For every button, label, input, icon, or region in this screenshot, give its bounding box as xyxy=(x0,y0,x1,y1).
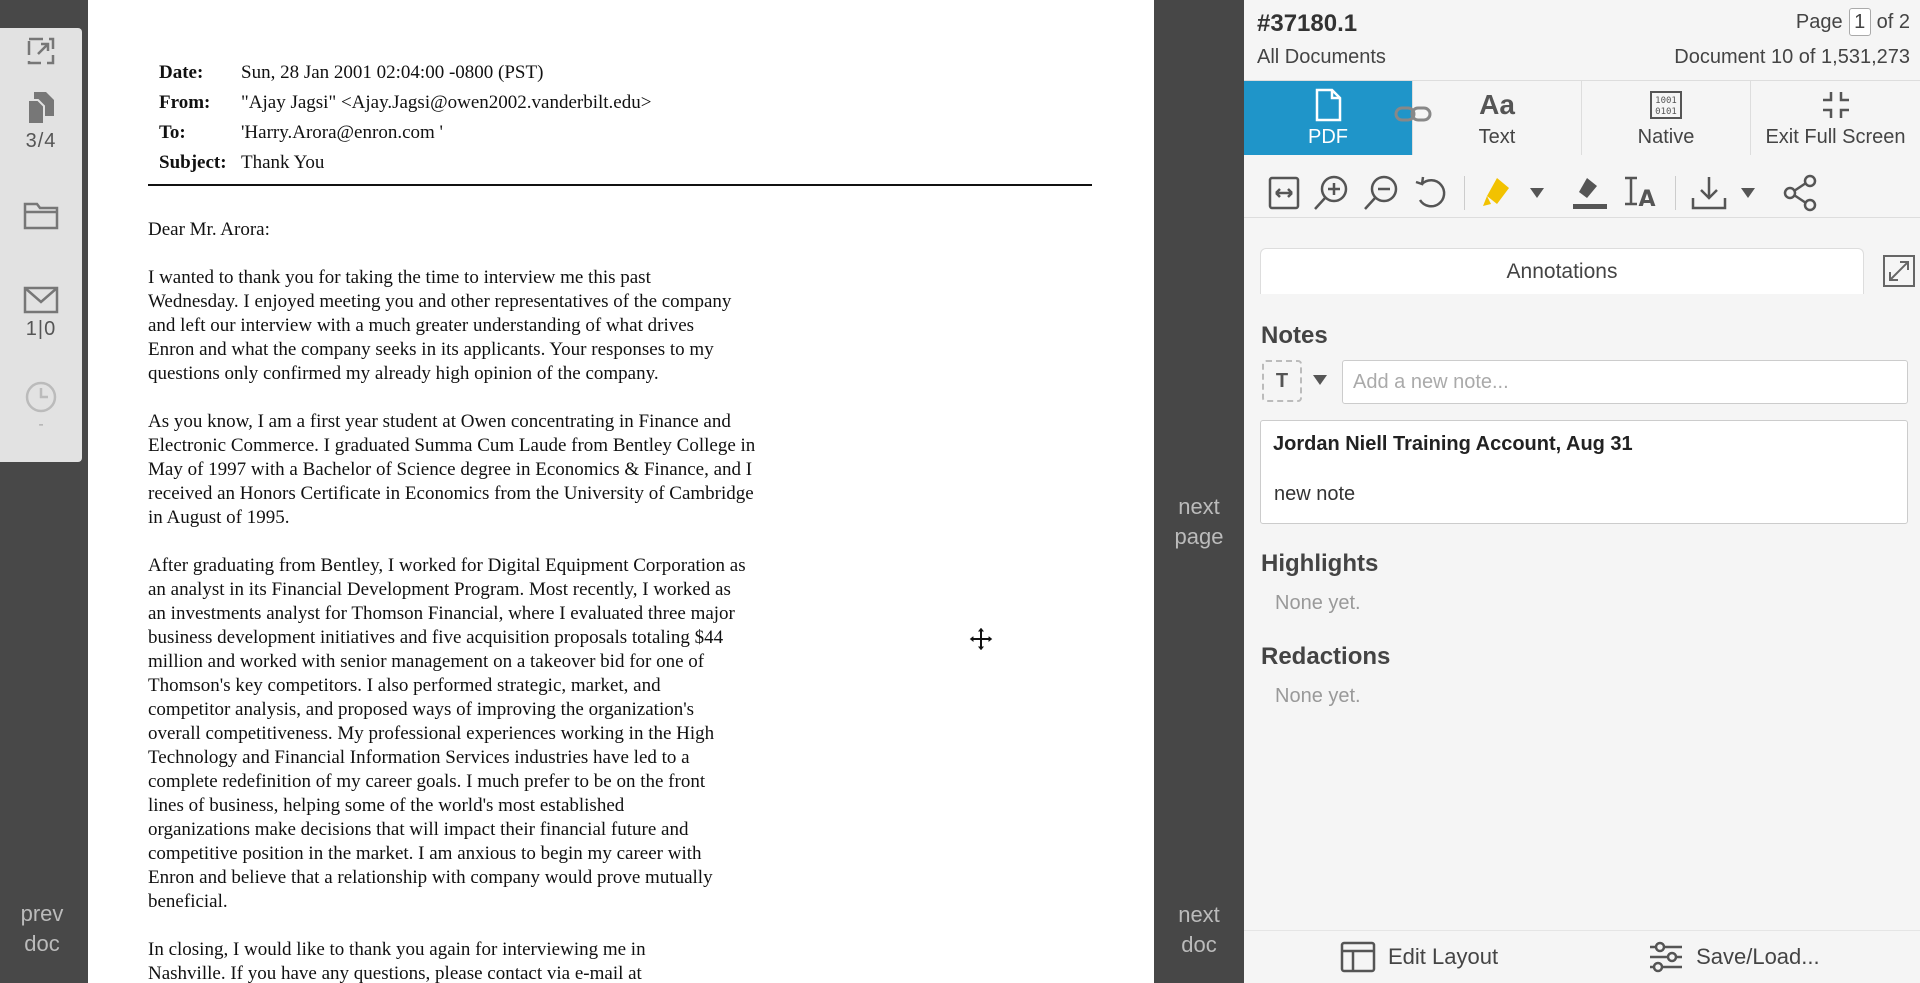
prev-doc-label-2: doc xyxy=(24,931,60,956)
link-icon[interactable] xyxy=(1394,100,1432,128)
expand-annotations-icon[interactable] xyxy=(1882,254,1916,288)
redactions-empty: None yet. xyxy=(1275,685,1361,707)
note-card[interactable] xyxy=(1260,420,1908,524)
toolbar-divider xyxy=(1675,176,1676,210)
highlights-title: Highlights xyxy=(1261,550,1379,577)
rotate-button[interactable] xyxy=(1412,171,1450,215)
body-paragraph: As you know, I am a first year student at Owen concentrating in Finance and Electronic Commerce. I graduated Summa Cum Laude from Bentley College in May of 1997 with a Bachelor of Science degree in Economics & Finance, and I received an Honors Certificate in Economics from the University of Cambridge in August of 1995. xyxy=(148,411,756,528)
header-label: To: xyxy=(159,122,186,143)
fit-width-icon xyxy=(1268,176,1300,210)
bottom-bar xyxy=(1244,930,1920,983)
header-label: Subject: xyxy=(159,152,227,173)
svg-text:0101: 0101 xyxy=(1655,107,1677,117)
tab-text[interactable] xyxy=(1413,81,1582,155)
history-count: - xyxy=(38,416,44,433)
prev-doc-label-1: prev xyxy=(20,901,64,926)
layout-icon xyxy=(1340,941,1376,973)
tab-native-label: Native xyxy=(1637,126,1695,148)
fit-width-button[interactable] xyxy=(1268,171,1300,215)
left-rail xyxy=(0,0,88,983)
next-doc-label-1: next xyxy=(1178,902,1220,927)
folder-icon xyxy=(23,200,59,230)
binary-icon xyxy=(1649,90,1683,120)
expand-panel-button[interactable] xyxy=(0,36,82,66)
highlighter-icon xyxy=(1479,174,1517,212)
chevron-down-icon xyxy=(1529,187,1545,199)
rotate-icon xyxy=(1412,174,1450,212)
save-load-button[interactable] xyxy=(1648,941,1820,973)
email-thread-button[interactable] xyxy=(0,286,82,341)
toolbar-divider xyxy=(1464,176,1465,210)
zoom-out-icon xyxy=(1362,174,1400,212)
chevron-down-icon xyxy=(1740,187,1756,199)
svg-text:1001: 1001 xyxy=(1655,96,1677,106)
email-count: 1|0 xyxy=(25,318,57,340)
document-set: All Documents xyxy=(1257,46,1386,68)
history-button[interactable] xyxy=(0,380,82,434)
document-viewer[interactable] xyxy=(88,0,1154,983)
highlight-button[interactable] xyxy=(1479,171,1517,215)
header-label: Date: xyxy=(159,62,204,83)
share-button[interactable] xyxy=(1782,171,1820,215)
header-date xyxy=(159,58,651,88)
body-paragraph: Dear Mr. Arora: xyxy=(148,219,270,240)
document-count: Document 10 of 1,531,273 xyxy=(1674,46,1910,68)
zoom-in-icon xyxy=(1312,174,1350,212)
page-prefix: Page xyxy=(1795,10,1843,33)
exit-fullscreen-icon xyxy=(1819,90,1853,120)
body-paragraph: I wanted to thank you for taking the time to interview me this past Wednesday. I enjoyed meeting you and other representatives of the company and left our interview with a much greater understanding of what drives Enron and what the company seeks in its applicants. Your responses to my questions only confirmed my already high opinion of the company. xyxy=(148,267,732,384)
header-to xyxy=(159,118,651,148)
notes-title: Notes xyxy=(1261,322,1328,349)
header-value: 'Harry.Arora@enron.com ' xyxy=(241,122,443,143)
body-paragraph: In closing, I would like to thank you again for interviewing me in Nashville. If you have any questions, please contact via e-mail at xyxy=(148,939,646,983)
exit-fullscreen-label: Exit Full Screen xyxy=(1765,126,1906,148)
header-from xyxy=(159,88,651,118)
next-doc-label-2: doc xyxy=(1181,932,1217,957)
note-author: Jordan Niell Training Account, Aug 31 xyxy=(1273,433,1633,455)
clock-icon xyxy=(24,380,58,414)
download-dropdown[interactable] xyxy=(1740,171,1756,215)
new-note-input[interactable] xyxy=(1342,360,1908,404)
page-gutter xyxy=(1154,0,1244,983)
download-icon xyxy=(1690,174,1728,212)
right-panel xyxy=(1244,0,1920,983)
copy-pages-icon xyxy=(24,90,58,126)
header-label: From: xyxy=(159,92,211,113)
pdf-icon xyxy=(1314,88,1342,122)
redactions-title: Redactions xyxy=(1261,643,1391,670)
save-load-label: Save/Load... xyxy=(1696,944,1820,969)
tab-annotations[interactable]: Annotations xyxy=(1260,248,1864,294)
page-number-input[interactable]: 1 xyxy=(1849,8,1871,36)
redact-button[interactable] xyxy=(1571,171,1609,215)
highlight-dropdown[interactable] xyxy=(1529,171,1545,215)
share-icon xyxy=(1782,174,1820,212)
exit-fullscreen-button[interactable] xyxy=(1751,81,1920,155)
download-button[interactable] xyxy=(1690,171,1728,215)
edit-layout-button[interactable] xyxy=(1340,941,1498,973)
pages-button[interactable] xyxy=(0,90,82,153)
header-subject xyxy=(159,148,651,178)
sliders-icon xyxy=(1648,941,1684,973)
next-page-label-1: next xyxy=(1178,494,1220,519)
redact-marker-icon xyxy=(1571,174,1609,212)
tab-pdf-label: PDF xyxy=(1308,126,1348,148)
move-cursor-icon xyxy=(968,626,994,652)
header-value: Sun, 28 Jan 2001 02:04:00 -0800 (PST) xyxy=(241,62,544,83)
view-tabs xyxy=(1244,80,1920,154)
tab-pdf[interactable] xyxy=(1244,81,1413,155)
body-paragraph: After graduating from Bentley, I worked for Digital Equipment Corporation as an analyst in its Financial Development Program. Most recently, I worked as an investments analyst for Thomson Financial, where I evaluated three major business development initiatives and five acquisition proposals totaling $44 million and worked with senior management on a takeover bid for one of Thomson's key competitors. I also performed strategic, market, and competitor analysis, and proposed ways of improving the organization's overall competitiveness. My professional experiences working in the High Technology and Financial Information Services industries have led to a complete redefinition of my career goals. I much prefer to be on the front lines of business, helping some of the world's most established organizations make decisions that will impact their financial future and competitive position in the market. I am anxious to begin my career with Enron and believe that a relationship with company would prove mutually beneficial. xyxy=(148,555,746,912)
header-divider xyxy=(148,184,1092,186)
text-size-button[interactable] xyxy=(1621,171,1661,215)
email-headers xyxy=(159,58,651,178)
envelope-icon xyxy=(23,286,59,314)
header-value: Thank You xyxy=(241,152,325,173)
email-body xyxy=(148,218,868,983)
tab-text-label: Text xyxy=(1478,126,1516,148)
pages-count: 3/4 xyxy=(25,130,57,152)
header-value: "Ajay Jagsi" <Ajay.Jagsi@owen2002.vanderbilt.edu> xyxy=(241,92,652,113)
edit-layout-label: Edit Layout xyxy=(1388,944,1499,969)
chevron-down-icon[interactable] xyxy=(1312,374,1328,386)
note-type-selector[interactable]: T xyxy=(1262,360,1302,402)
next-doc-link[interactable] xyxy=(1154,900,1244,960)
folder-button[interactable] xyxy=(0,200,82,230)
viewer-toolbar xyxy=(1244,168,1920,218)
page-indicator xyxy=(1796,8,1910,36)
zoom-in-button[interactable] xyxy=(1312,171,1350,215)
tab-native[interactable] xyxy=(1582,81,1751,155)
document-id: #37180.1 xyxy=(1257,10,1358,37)
next-page-label-2: page xyxy=(1174,524,1224,549)
note-body: new note xyxy=(1274,483,1356,505)
zoom-out-button[interactable] xyxy=(1362,171,1400,215)
left-tool-panel xyxy=(0,28,82,462)
next-page-link[interactable] xyxy=(1154,492,1244,552)
expand-icon xyxy=(26,36,56,66)
svg-text:A: A xyxy=(1638,186,1656,212)
text-aa-icon: Aa xyxy=(1479,89,1515,120)
highlights-empty: None yet. xyxy=(1275,592,1361,614)
text-cursor-size-icon xyxy=(1621,174,1661,212)
page-suffix: of 2 xyxy=(1876,10,1910,33)
prev-doc-link[interactable] xyxy=(0,899,84,959)
